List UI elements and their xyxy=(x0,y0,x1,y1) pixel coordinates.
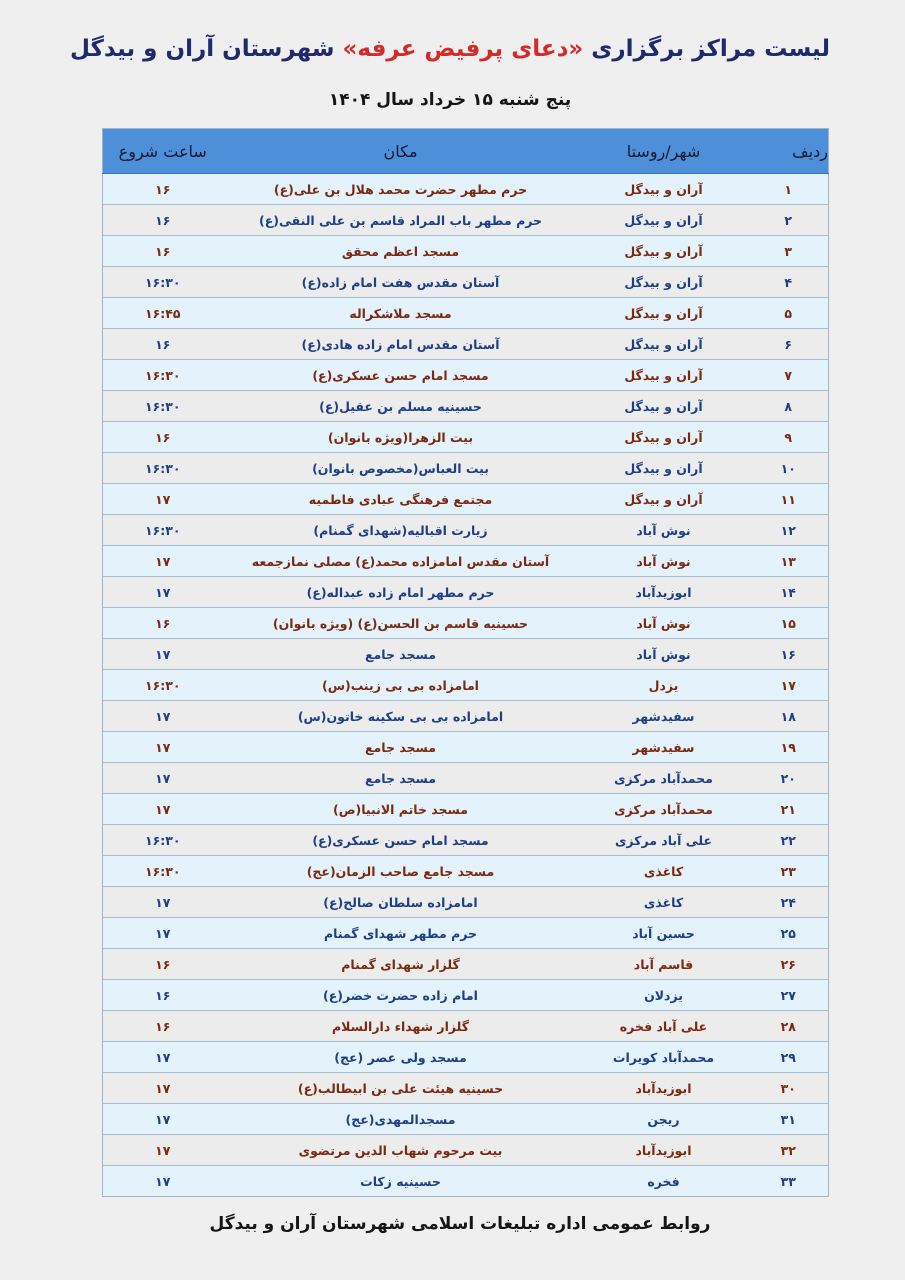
table-header-row xyxy=(103,129,829,174)
row-number-cell: ۲۷ xyxy=(749,980,829,1011)
start-time-cell: ۱۶ xyxy=(103,236,223,267)
start-time-cell: ۱۶:۳۰ xyxy=(103,825,223,856)
start-time-cell: ۱۷ xyxy=(103,484,223,515)
place-cell: حسینیه هیئت علی بن ابیطالب(ع) xyxy=(223,1073,579,1104)
table-row xyxy=(103,453,829,484)
row-number-cell: ۳۱ xyxy=(749,1104,829,1135)
table-row xyxy=(103,422,829,453)
city-cell: آران و بیدگل xyxy=(579,422,749,453)
start-time-cell: ۱۶:۳۰ xyxy=(103,360,223,391)
city-cell: آران و بیدگل xyxy=(579,391,749,422)
place-cell: حرم مطهر شهدای گمنام xyxy=(223,918,579,949)
start-time-cell: ۱۶:۳۰ xyxy=(103,515,223,546)
row-number-cell: ۳۲ xyxy=(749,1135,829,1166)
start-time-cell: ۱۶:۳۰ xyxy=(103,267,223,298)
row-number-cell: ۳۳ xyxy=(749,1166,829,1197)
city-cell: کاغذی xyxy=(579,856,749,887)
place-cell: حسینیه قاسم بن الحسن(ع) (ویژه بانوان) xyxy=(223,608,579,639)
city-cell: کاغذی xyxy=(579,887,749,918)
start-time-cell: ۱۷ xyxy=(103,577,223,608)
city-cell: آران و بیدگل xyxy=(579,360,749,391)
table-row xyxy=(103,1166,829,1197)
row-number-cell: ۸ xyxy=(749,391,829,422)
city-cell: آران و بیدگل xyxy=(579,205,749,236)
table-row xyxy=(103,701,829,732)
city-cell: نوش آباد xyxy=(579,515,749,546)
table-row xyxy=(103,267,829,298)
start-time-cell: ۱۷ xyxy=(103,546,223,577)
city-cell: یزدل xyxy=(579,670,749,701)
place-cell: مسجد جامع xyxy=(223,763,579,794)
city-cell: علی آباد فخره xyxy=(579,1011,749,1042)
city-cell: آران و بیدگل xyxy=(579,174,749,205)
row-number-cell: ۱۴ xyxy=(749,577,829,608)
place-cell: امامزاده بی بی زینب(س) xyxy=(223,670,579,701)
place-cell: مسجد جامع xyxy=(223,732,579,763)
row-number-cell: ۱ xyxy=(749,174,829,205)
row-number-cell: ۷ xyxy=(749,360,829,391)
start-time-cell: ۱۷ xyxy=(103,794,223,825)
start-time-cell: ۱۷ xyxy=(103,1073,223,1104)
table-row xyxy=(103,1011,829,1042)
row-number-cell: ۱۷ xyxy=(749,670,829,701)
start-time-cell: ۱۶:۳۰ xyxy=(103,856,223,887)
place-cell: زیارت اقبالیه(شهدای گمنام) xyxy=(223,515,579,546)
city-cell: آران و بیدگل xyxy=(579,484,749,515)
table-row xyxy=(103,887,829,918)
table-row xyxy=(103,391,829,422)
table-row xyxy=(103,515,829,546)
row-number-cell: ۲۰ xyxy=(749,763,829,794)
venues-table xyxy=(102,128,829,1197)
row-number-cell: ۲۵ xyxy=(749,918,829,949)
city-cell: ابوزیدآباد xyxy=(579,577,749,608)
city-cell: آران و بیدگل xyxy=(579,236,749,267)
place-cell: امامزاده بی بی سکینه خاتون(س) xyxy=(223,701,579,732)
place-cell: گلزار شهدای گمنام xyxy=(223,949,579,980)
city-cell: ابوزیدآباد xyxy=(579,1135,749,1166)
row-number-cell: ۲۱ xyxy=(749,794,829,825)
column-header-place: مکان xyxy=(223,129,579,174)
row-number-cell: ۱۸ xyxy=(749,701,829,732)
row-number-cell: ۲۹ xyxy=(749,1042,829,1073)
place-cell: مجتمع فرهنگی عبادی فاطمیه xyxy=(223,484,579,515)
start-time-cell: ۱۶ xyxy=(103,608,223,639)
row-number-cell: ۱۹ xyxy=(749,732,829,763)
row-number-cell: ۴ xyxy=(749,267,829,298)
table-row xyxy=(103,608,829,639)
column-header-start-time: ساعت شروع xyxy=(103,129,223,174)
table-row xyxy=(103,1104,829,1135)
place-cell: امام زاده حضرت خضر(ع) xyxy=(223,980,579,1011)
city-cell: نوش آباد xyxy=(579,546,749,577)
row-number-cell: ۱۶ xyxy=(749,639,829,670)
start-time-cell: ۱۶ xyxy=(103,422,223,453)
table-row xyxy=(103,1042,829,1073)
place-cell: مسجد امام حسن عسکری(ع) xyxy=(223,360,579,391)
table-row xyxy=(103,236,829,267)
row-number-cell: ۲۸ xyxy=(749,1011,829,1042)
row-number-cell: ۶ xyxy=(749,329,829,360)
city-cell: ریجن xyxy=(579,1104,749,1135)
place-cell: حرم مطهر امام زاده عبداله(ع) xyxy=(223,577,579,608)
row-number-cell: ۱۵ xyxy=(749,608,829,639)
start-time-cell: ۱۶:۳۰ xyxy=(103,391,223,422)
row-number-cell: ۹ xyxy=(749,422,829,453)
place-cell: حرم مطهر حضرت محمد هلال بن علی(ع) xyxy=(223,174,579,205)
city-cell: آران و بیدگل xyxy=(579,329,749,360)
place-cell: بیت مرحوم شهاب الدین مرتضوی xyxy=(223,1135,579,1166)
city-cell: آران و بیدگل xyxy=(579,453,749,484)
table-row xyxy=(103,949,829,980)
footer-credit: روابط عمومی اداره تبلیغات اسلامی شهرستان آران و بیدگل xyxy=(209,1214,711,1234)
table-row xyxy=(103,763,829,794)
city-cell: نوش آباد xyxy=(579,608,749,639)
start-time-cell: ۱۶ xyxy=(103,949,223,980)
city-cell: محمدآباد مرکزی xyxy=(579,763,749,794)
place-cell: آستان مقدس امامزاده محمد(ع) مصلی نمازجمعه xyxy=(223,546,579,577)
start-time-cell: ۱۷ xyxy=(103,1135,223,1166)
title-part-1: لیست مراکز برگزاری xyxy=(583,36,831,62)
row-number-cell: ۱۲ xyxy=(749,515,829,546)
table-row xyxy=(103,360,829,391)
city-cell: ابوزیدآباد xyxy=(579,1073,749,1104)
row-number-cell: ۲۴ xyxy=(749,887,829,918)
start-time-cell: ۱۷ xyxy=(103,1042,223,1073)
place-cell: بیت العباس(مخصوص بانوان) xyxy=(223,453,579,484)
start-time-cell: ۱۶ xyxy=(103,329,223,360)
city-cell: آران و بیدگل xyxy=(579,298,749,329)
city-cell: فخره xyxy=(579,1166,749,1197)
city-cell: حسین آباد xyxy=(579,918,749,949)
table-row xyxy=(103,329,829,360)
table-row xyxy=(103,639,829,670)
place-cell: حرم مطهر باب المراد قاسم بن علی النقی(ع) xyxy=(223,205,579,236)
table-row xyxy=(103,794,829,825)
title-part-2: شهرستان آران و بیدگل xyxy=(69,36,343,62)
table-row xyxy=(103,484,829,515)
city-cell: سفیدشهر xyxy=(579,732,749,763)
row-number-cell: ۲۲ xyxy=(749,825,829,856)
start-time-cell: ۱۷ xyxy=(103,918,223,949)
place-cell: مسجد ملاشکراله xyxy=(223,298,579,329)
row-number-cell: ۳ xyxy=(749,236,829,267)
place-cell: مسجدالمهدی(عج) xyxy=(223,1104,579,1135)
row-number-cell: ۱۱ xyxy=(749,484,829,515)
table-row xyxy=(103,1135,829,1166)
start-time-cell: ۱۷ xyxy=(103,732,223,763)
city-cell: سفیدشهر xyxy=(579,701,749,732)
row-number-cell: ۵ xyxy=(749,298,829,329)
place-cell: آستان مقدس امام زاده هادی(ع) xyxy=(223,329,579,360)
table-body xyxy=(103,174,829,1197)
start-time-cell: ۱۷ xyxy=(103,701,223,732)
city-cell: محمدآباد مرکزی xyxy=(579,794,749,825)
start-time-cell: ۱۶ xyxy=(103,205,223,236)
table-row xyxy=(103,732,829,763)
column-header-row-number: ردیف xyxy=(749,129,829,174)
place-cell: امامزاده سلطان صالح(ع) xyxy=(223,887,579,918)
start-time-cell: ۱۶ xyxy=(103,980,223,1011)
page-title xyxy=(40,36,860,62)
table-row xyxy=(103,1073,829,1104)
place-cell: مسجد جامع صاحب الزمان(عج) xyxy=(223,856,579,887)
row-number-cell: ۱۰ xyxy=(749,453,829,484)
place-cell: گلزار شهداء دارالسلام xyxy=(223,1011,579,1042)
place-cell: مسجد خاتم الانبیا(ص) xyxy=(223,794,579,825)
city-cell: نوش آباد xyxy=(579,639,749,670)
table-row xyxy=(103,546,829,577)
start-time-cell: ۱۶:۳۰ xyxy=(103,670,223,701)
table-row xyxy=(103,825,829,856)
start-time-cell: ۱۷ xyxy=(103,1104,223,1135)
city-cell: آران و بیدگل xyxy=(579,267,749,298)
table-row xyxy=(103,670,829,701)
start-time-cell: ۱۶ xyxy=(103,174,223,205)
table-row xyxy=(103,856,829,887)
place-cell: مسجد جامع xyxy=(223,639,579,670)
table-row xyxy=(103,918,829,949)
city-cell: علی آباد مرکزی xyxy=(579,825,749,856)
place-cell: مسجد ولی عصر (عج) xyxy=(223,1042,579,1073)
city-cell: یزدلان xyxy=(579,980,749,1011)
row-number-cell: ۲۳ xyxy=(749,856,829,887)
city-cell: قاسم آباد xyxy=(579,949,749,980)
title-accent: «دعای پرفیض عرفه» xyxy=(342,36,584,62)
start-time-cell: ۱۷ xyxy=(103,639,223,670)
city-cell: محمدآباد کویرات xyxy=(579,1042,749,1073)
row-number-cell: ۲ xyxy=(749,205,829,236)
table-row xyxy=(103,205,829,236)
table-row xyxy=(103,174,829,205)
start-time-cell: ۱۶ xyxy=(103,1011,223,1042)
page-subtitle-date: پنج شنبه ۱۵ خرداد سال ۱۴۰۴ xyxy=(328,90,572,110)
start-time-cell: ۱۷ xyxy=(103,763,223,794)
start-time-cell: ۱۶:۳۰ xyxy=(103,453,223,484)
place-cell: بیت الزهرا(ویژه بانوان) xyxy=(223,422,579,453)
row-number-cell: ۲۶ xyxy=(749,949,829,980)
column-header-city: شهر/روستا xyxy=(579,129,749,174)
place-cell: حسینیه زکات xyxy=(223,1166,579,1197)
table-row xyxy=(103,577,829,608)
place-cell: مسجد اعظم محقق xyxy=(223,236,579,267)
place-cell: آستان مقدس هفت امام زاده(ع) xyxy=(223,267,579,298)
place-cell: حسینیه مسلم بن عقیل(ع) xyxy=(223,391,579,422)
row-number-cell: ۳۰ xyxy=(749,1073,829,1104)
start-time-cell: ۱۷ xyxy=(103,887,223,918)
row-number-cell: ۱۳ xyxy=(749,546,829,577)
table-row xyxy=(103,298,829,329)
start-time-cell: ۱۷ xyxy=(103,1166,223,1197)
start-time-cell: ۱۶:۴۵ xyxy=(103,298,223,329)
place-cell: مسجد امام حسن عسکری(ع) xyxy=(223,825,579,856)
table-row xyxy=(103,980,829,1011)
